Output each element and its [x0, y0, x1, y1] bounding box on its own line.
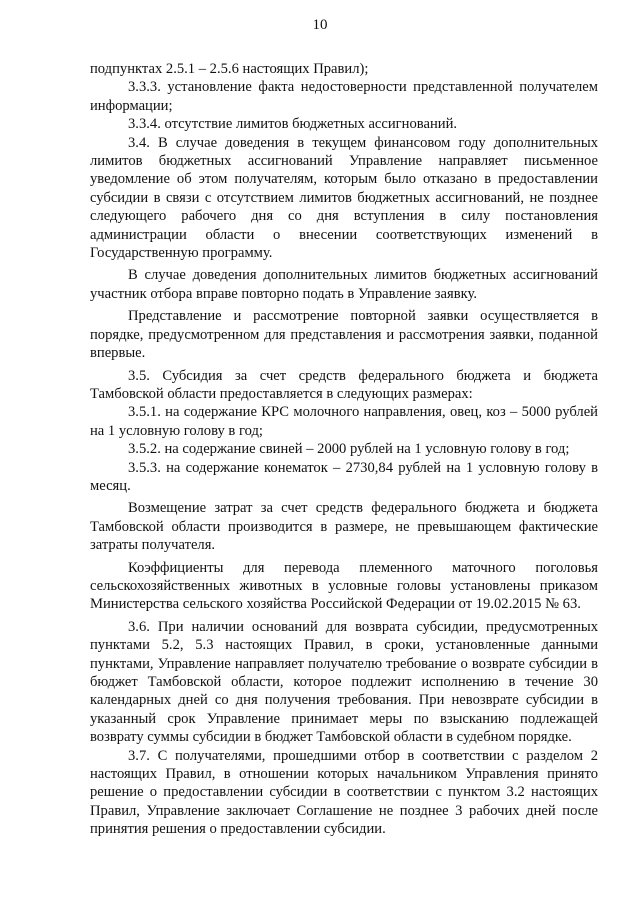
paragraph: 3.3.4. отсутствие лимитов бюджетных ассигнований. — [128, 116, 458, 133]
paragraph: 3.5. Субсидия за счет средств федерального бюджета и бюджета Тамбовской области предоставляется в следующих размерах: — [90, 367, 598, 402]
paragraph: подпунктах 2.5.1 – 2.5.6 настоящих Правил); — [90, 61, 369, 77]
page-number: 10 — [312, 17, 328, 33]
paragraph: 3.5.1. на содержание КРС молочного направления, овец, коз – 5000 рублей на 1 условную голову в год; — [90, 404, 598, 439]
document-body — [90, 60, 598, 839]
paragraph: 3.3.3. установление факта недостоверности представленной получателем информации; — [90, 79, 598, 114]
paragraph: Представление и рассмотрение повторной заявки осуществляется в порядке, предусмотренном для представления и рассмотрения заявки, поданной впервые. — [90, 308, 598, 362]
paragraph: 3.5.3. на содержание конематок – 2730,84 рублей на 1 условную голову в месяц. — [90, 459, 598, 494]
paragraph: Возмещение затрат за счет средств федерального бюджета и бюджета Тамбовской области производится в размере, не превышающем фактические затраты получателя. — [90, 500, 598, 554]
paragraph: 3.4. В случае доведения в текущем финансовом году дополнительных лимитов бюджетных ассигнований Управление направляет письменное уведомление об этом получателям, которым было отказано в предоставлении субсидии в связи с отсутствием лимитов бюджетных ассигнований, не позднее следующего рабочего дня со дня вступления в силу постановления администрации области о внесении соответствующих изменений в Государственную программу. — [90, 134, 598, 262]
paragraph: 3.7. С получателями, прошедшими отбор в соответствии с разделом 2 настоящих Правил, в отношении которых начальником Управления принято решение о предоставлении субсидии в соответствии с пунктом 3.2 настоящих Правил, Управление заключает Соглашение не позднее 3 рабочих дней после принятия решения о предоставлении субсидии. — [90, 747, 598, 838]
paragraph: В случае доведения дополнительных лимитов бюджетных ассигнований участник отбора вправе повторно подать в Управление заявку. — [90, 267, 598, 302]
paragraph: Коэффициенты для перевода племенного маточного поголовья сельскохозяйственных животных в условные головы установлены приказом Министерства сельского хозяйства Российской Федерации от 19.02.2015 № 63. — [90, 559, 598, 613]
paragraph: 3.5.2. на содержание свиней – 2000 рублей на 1 условную голову в год; — [128, 441, 570, 458]
paragraph: 3.6. При наличии оснований для возврата субсидии, предусмотренных пунктами 5.2, 5.3 настоящих Правил, в сроки, установленные данными пунктами, Управление направляет получателю требование о возврате субсидии в бюджет Тамбовской области, которое подлежит исполнению в течение 30 календарных дней со дня получения требования. При невозврате субсидии в указанный срок Управление принимает меры по взысканию подлежащей возврату суммы субсидии в бюджет Тамбовской области в судебном порядке. — [90, 618, 598, 746]
